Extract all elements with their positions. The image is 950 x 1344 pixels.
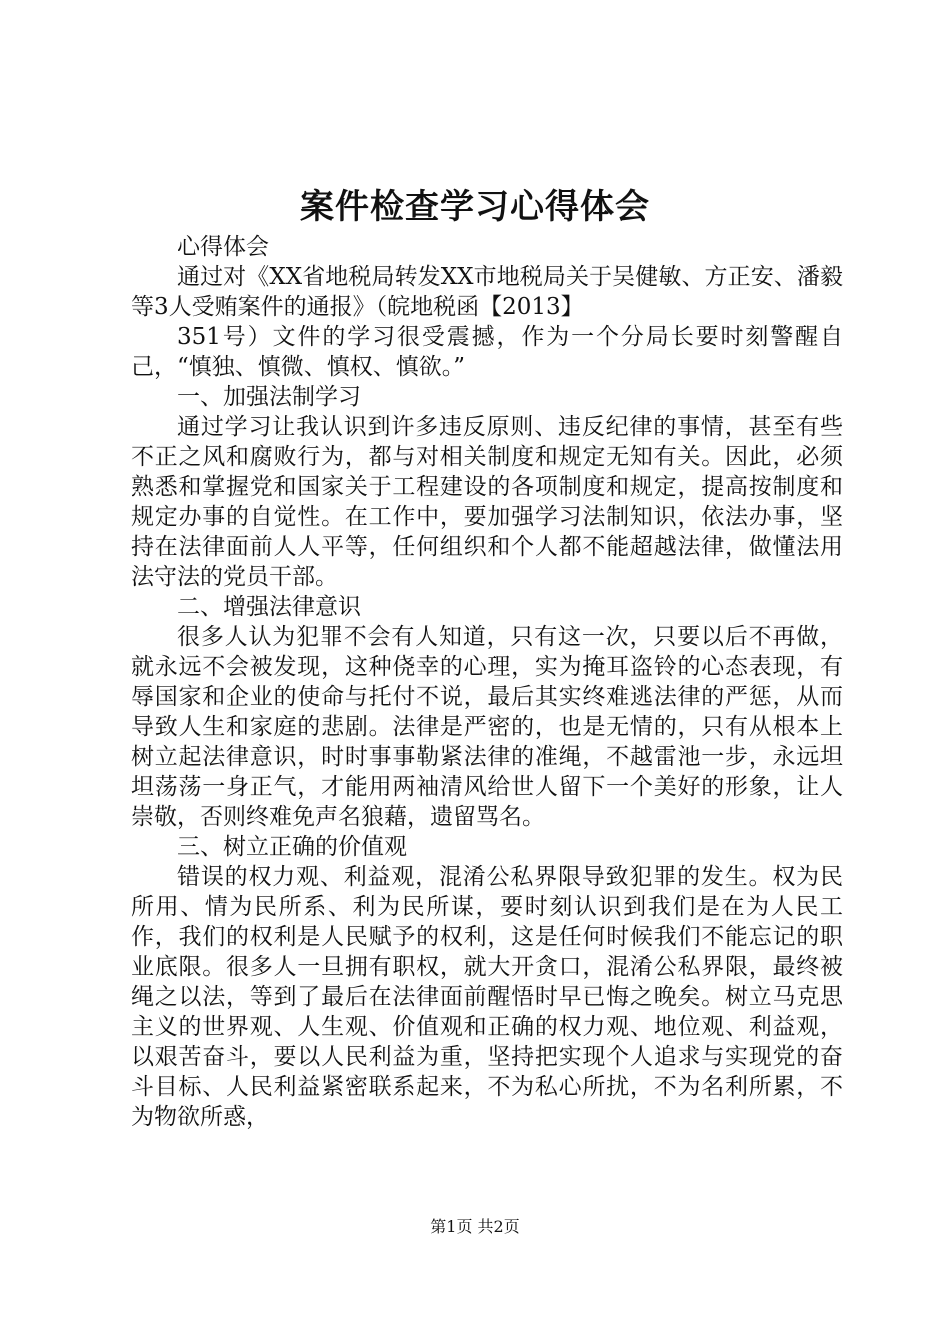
- paragraph-section-3: 错误的权力观、利益观，混淆公私界限导致犯罪的发生。权为民所用、情为民所系、利为民所谋，要时刻认识到我们是在为人民工作，我们的权利是人民赋予的权利，这是任何时候我们不能忘记的职业底限。很多人一旦拥有职权，就大开贪口，混淆公私界限，最终被绳之以法，等到了最后在法律面前醒悟时早已悔之晚矣。树立马克思主义的世界观、人生观、价值观和正确的权力观、地位观、利益观，以艰苦奋斗，要以人民利益为重，坚持把实现个人追求与实现党的奋斗目标、人民利益紧密联系起来，不为私心所扰，不为名利所累，不为物欲所惑，: [131, 864, 843, 1130]
- document-title: 案件检查学习心得体会: [300, 187, 650, 227]
- paragraph-intro-2: 351号）文件的学习很受震撼，作为一个分局长要时刻警醒自己，“慎独、慎微、慎权、慎欲。”: [131, 324, 843, 380]
- section-heading-2: 二、增强法律意识: [177, 594, 361, 620]
- paragraph-section-1: 通过学习让我认识到许多违反原则、违反纪律的事情，甚至有些不正之风和腐败行为，都与对相关制度和规定无知有关。因此，必须熟悉和掌握党和国家关于工程建设的各项制度和规定，提高按制度和规定办事的自觉性。在工作中，要加强学习法制知识，依法办事，坚持在法律面前人人平等，任何组织和个人都不能超越法律，做懂法用法守法的党员干部。: [131, 414, 843, 590]
- document-body: [131, 232, 843, 1132]
- section-heading-3: 三、树立正确的价值观: [177, 834, 407, 860]
- paragraph-intro-label: 心得体会: [177, 234, 269, 260]
- section-heading-1: 一、加强法制学习: [177, 384, 361, 410]
- paragraph-intro-1: 通过对《XX省地税局转发XX市地税局关于吴健敏、方正安、潘毅等3人受贿案件的通报》（皖地税函【2013】: [131, 264, 843, 320]
- page-footer: 第1页 共2页: [430, 1217, 520, 1236]
- paragraph-section-2: 很多人认为犯罪不会有人知道，只有这一次，只要以后不再做，就永远不会被发现，这种侥幸的心理，实为掩耳盗铃的心态表现，有辱国家和企业的使命与托付不说，最后其实终难逃法律的严惩，从而导致人生和家庭的悲剧。法律是严密的，也是无情的，只有从根本上树立起法律意识，时时事事勒紧法律的准绳，不越雷池一步，永远坦坦荡荡一身正气，才能用两袖清风给世人留下一个美好的形象，让人崇敬，否则终难免声名狼藉，遗留骂名。: [131, 624, 843, 830]
